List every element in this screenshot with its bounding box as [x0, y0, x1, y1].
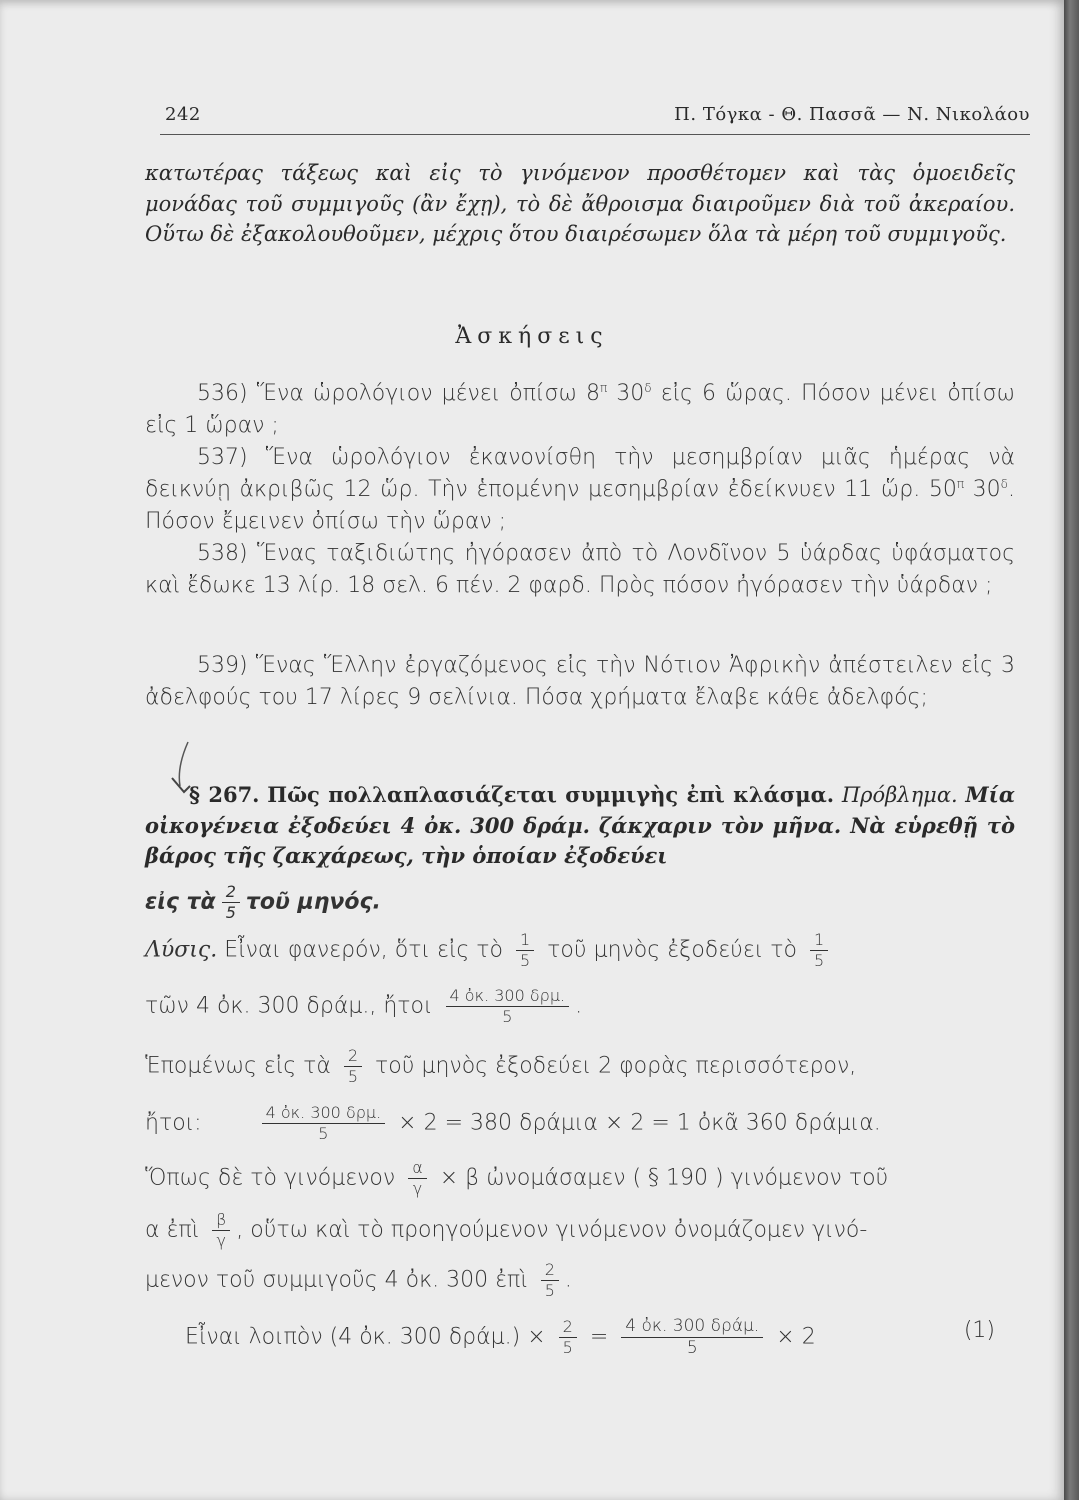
section-number: § 267. [189, 782, 260, 807]
exercise-539: 539) Ἕνας Ἕλλην ἐργαζόμενος εἰς τὴν Νότιον Ἀφρικὴν ἀπέστειλεν εἰς 3 ἀδελφούς του 17 λίρες 9 σελίνια. Πόσα χρήματα ἔλαβε κάθε ἀδελφός; [145, 653, 1015, 710]
page-header [160, 100, 1030, 135]
page-number: 242 [165, 104, 201, 125]
problem-label: Πρόβλημα. [841, 783, 958, 807]
problem-text: Μία οἰκογένεια ἐξοδεύει 4 ὀκ. 300 δράμ. ζάκχαριν τὸν μῆνα. Νὰ εὑρεθῇ τὸ βάρος τῆς ζακχάρεως, τὴν ὁποίαν ἐξοδεύει [145, 782, 1015, 868]
exercises-heading: Ἀσκήσεις [455, 324, 609, 349]
exercise-537: 537) Ἕνα ὡρολόγιον ἐκανονίσθη τὴν μεσημβρίαν μιᾶς ἡμέρας νὰ δεικνύῃ ἀκριβῶς 12 ὥρ. Τὴν ἑπομένην μεσημβρίαν ἐδείκνυεν 11 ὥρ. $50^\pi$ $30^\delta$. Πόσον ἔμεινεν ὀπίσω τὴν ὥραν ; [145, 445, 1015, 534]
solution-line-4: ἤτοι: $\frac{\text{4 ὀκ. 300 δρμ.}}{5}$ × 2 = 380 δράμια × 2 = 1 ὀκᾶ 360 δράμια. [145, 1103, 881, 1143]
problem-tail: εἰς τὰ $\frac{2}{5}$ τοῦ μηνός. [145, 882, 381, 922]
section-267 [145, 780, 1015, 872]
equation-1: Εἶναι λοιπὸν (4 ὀκ. 300 δράμ.) × $\frac{2}{5}$ = $\frac{\text{4 ὀκ. 300 δράμ.}}{5}$ × 2 (1) [185, 1316, 995, 1358]
exercise-538: 538) Ἕνας ταξιδιώτης ἠγόρασεν ἀπὸ τὸ Λονδῖνον 5 ὑάρδας ὑφάσματος καὶ ἔδωκε 13 λίρ. 18 σελ. 6 πέν. 2 φαρδ. Πρὸς πόσον ἠγόρασεν τὴν ὑάρδαν ; [145, 541, 1015, 598]
solution-line-1: Λύσις. Εἶναι φανερόν, ὅτι εἰς τὸ $\frac{1}{5}$ τοῦ μηνὸς ἐξοδεύει τὸ $\frac{1}{5}$ [145, 932, 1015, 969]
book-edge [1064, 0, 1079, 1500]
solution-line-7: μενον τοῦ συμμιγοῦς 4 ὀκ. 300 ἐπὶ $\frac{2}{5}$ . [145, 1260, 572, 1300]
intro-paragraph: κατωτέρας τάξεως καὶ εἰς τὸ γινόμενον προσθέτομεν καὶ τὰς ὁμοειδεῖς μονάδας τοῦ συμμιγοῦς (ἂν ἔχῃ), τὸ δὲ ἄθροισμα διαιροῦμεν διὰ τοῦ ἀκεραίου. Οὕτω δὲ ἐξακολουθοῦμεν, μέχρις ὅτου διαιρέσωμεν ὅλα τὰ μέρη τοῦ συμμιγοῦς. [145, 161, 1015, 246]
exercise-536: 536) Ἕνα ὡρολόγιον μένει ὀπίσω $8^\pi$ $30^\delta$ εἰς 6 ὥρας. Πόσον μένει ὀπίσω εἰς 1 ὥραν ; [145, 381, 1016, 438]
solution-line-2: τῶν 4 ὀκ. 300 δράμ., ἤτοι $\frac{\text{4 ὀκ. 300 δρμ.}}{5}$ . [145, 986, 583, 1026]
section-title: Πῶς πολλαπλασιάζεται συμμιγὴς ἐπὶ κλάσμα. [267, 782, 835, 807]
solution-line-3: Ἑπομένως εἰς τὰ $\frac{2}{5}$ τοῦ μηνὸς ἐξοδεύει 2 φορὰς περισσότερον, [145, 1046, 857, 1086]
running-head-authors: Π. Τόγκα - Θ. Πασσᾶ — Ν. Νικολάου [674, 104, 1030, 125]
solution-line-6: α ἐπὶ $\frac{\beta}{\gamma}$ , οὕτω καὶ τὸ προηγούμενον γινόμενον ὀνομάζομεν γινό- [145, 1210, 868, 1250]
equation-number: (1) [963, 1318, 995, 1343]
solution-line-5: Ὅπως δὲ τὸ γινόμενον $\frac{\alpha}{\gamma}$ × β ὠνομάσαμεν ( § 190 ) γινόμενον τοῦ [145, 1158, 889, 1198]
